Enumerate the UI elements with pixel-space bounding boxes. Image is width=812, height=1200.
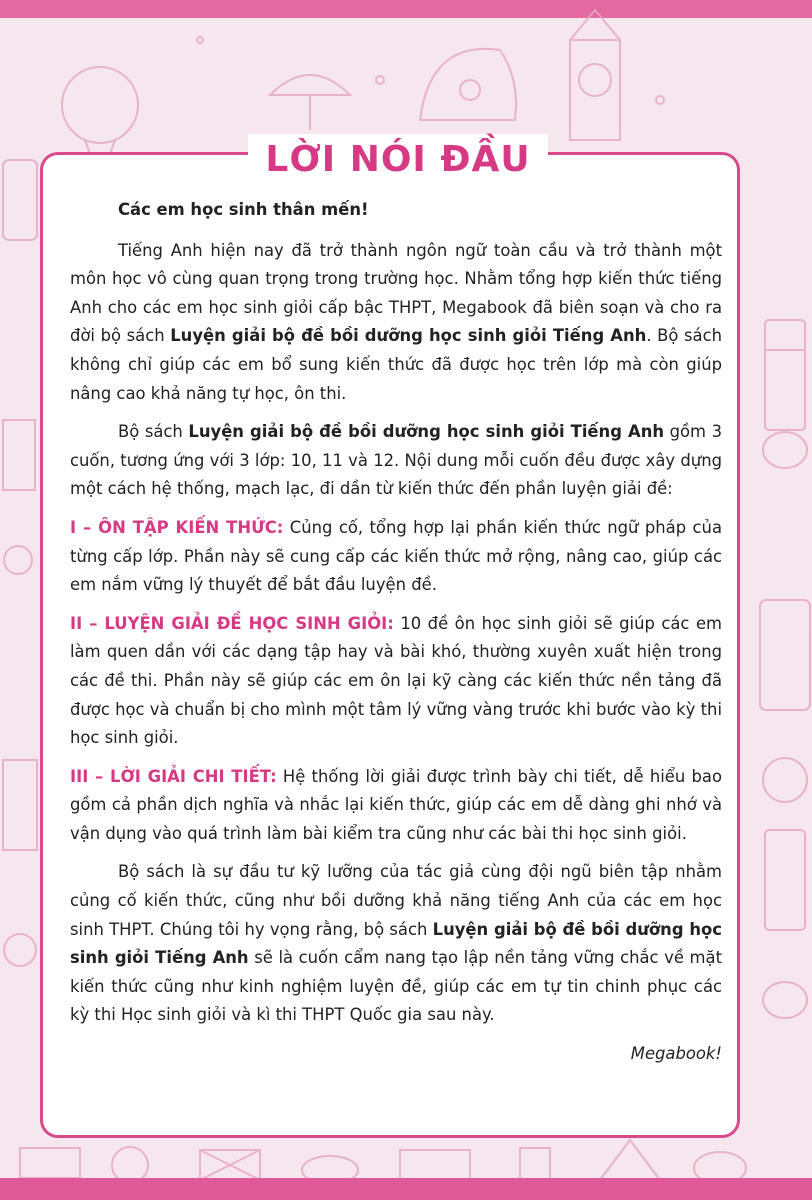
greeting: Các em học sinh thân mến!: [118, 200, 369, 219]
book-title-bold: Luyện giải bộ đề bồi dưỡng học: [432, 919, 722, 939]
section-1: I – ÔN TẬP KIẾN THỨC: Củng cố, tổng hợp lại phần kiến thức ngữ pháp của từng cấp lớp. Phần này sẽ cung cấp các kiến thức mở rộng, nâng cao, giúp các em nắm vững lý thuyết để bắt đầu luyện đề.: [70, 517, 722, 595]
section-heading: I – ÔN TẬP KIẾN THỨC:: [70, 517, 284, 537]
book-title-bold: sinh giỏi Tiếng Anh: [70, 948, 249, 968]
section-heading: II – LUYỆN GIẢI ĐỀ HỌC SINH GIỎI:: [70, 613, 394, 633]
page-title: LỜI NÓI ĐẦU: [265, 139, 531, 180]
section-2: II – LUYỆN GIẢI ĐỀ HỌC SINH GIỎI: 10 đề ôn học sinh giỏi sẽ giúp các em làm quen dần với các dạng tập hay và bài khó, thường xuyên xuất hiện trong các đề thi. Phần này sẽ giúp các em ôn lại kỹ càng các kiến thức nền tảng đã được học và chuẩn bị cho mình một tâm lý vững vàng trước khi bước vào kỳ thi học sinh giỏi.: [70, 613, 722, 748]
section-3: III – LỜI GIẢI CHI TIẾT: Hệ thống lời giải được trình bày chi tiết, dễ hiểu bao gồm cả phần dịch nghĩa và nhắc lại kiến thức, giúp các em dễ dàng ghi nhớ và vận dụng vào quá trình làm bài kiểm tra cũng như các bài thi học sinh giỏi.: [70, 766, 722, 843]
paragraph-structure: Bộ sách Luyện giải bộ đề bồi dưỡng học sinh giỏi Tiếng Anh gồm 3 cuốn, tương ứng với 3 lớp: 10, 11 và 12. Nội dung mỗi cuốn đều được xây dựng một cách hệ thống, mạch lạc, đi dần từ kiến thức đến phần luyện giải đề:: [70, 422, 722, 499]
paragraph-intro: Tiếng Anh hiện nay đã trở thành ngôn ngữ toàn cầu và trở thành một môn học vô cùng quan trọng trong trường học. Nhằm tổng hợp kiến thức tiếng Anh cho các em học sinh giỏi cấp bậc THPT, Megabook đã biên soạn và cho ra đời bộ sách Luyện giải bộ đề bồi dưỡng học sinh giỏi Tiếng Anh. Bộ sách không chỉ giúp các em bổ sung kiến thức đã được học trên lớp mà còn giúp nâng cao khả năng tự học, ôn thi.: [70, 240, 722, 403]
signature: Megabook!: [630, 1044, 722, 1064]
paragraph-closing: Bộ sách là sự đầu tư kỹ lưỡng của tác giả cùng đội ngũ biên tập nhằm củng cố kiến thức, cũng như bồi dưỡng khả năng tiếng Anh của các em học sinh THPT. Chúng tôi hy vọng rằng, bộ sách Luyện giải bộ đề bồi dưỡng học sinh giỏi Tiếng Anh sẽ là cuốn cẩm nang tạo lập nền tảng vững chắc về mặt kiến thức cũng như kinh nghiệm luyện đề, giúp các em tự tin chinh phục các kỳ thi Học sinh giỏi và kì thi THPT Quốc gia sau này.: [70, 862, 722, 1025]
book-title-bold: Luyện giải bộ đề bồi dưỡng học sinh giỏi Tiếng Anh: [188, 422, 665, 442]
bottom-pink-band: [0, 1178, 812, 1200]
book-title-bold: Luyện giải bộ đề bồi dưỡng học sinh giỏi Tiếng Anh: [170, 326, 647, 346]
title-container: [248, 134, 548, 186]
preface-content: [70, 196, 722, 1079]
section-heading: III – LỜI GIẢI CHI TIẾT:: [70, 766, 277, 786]
